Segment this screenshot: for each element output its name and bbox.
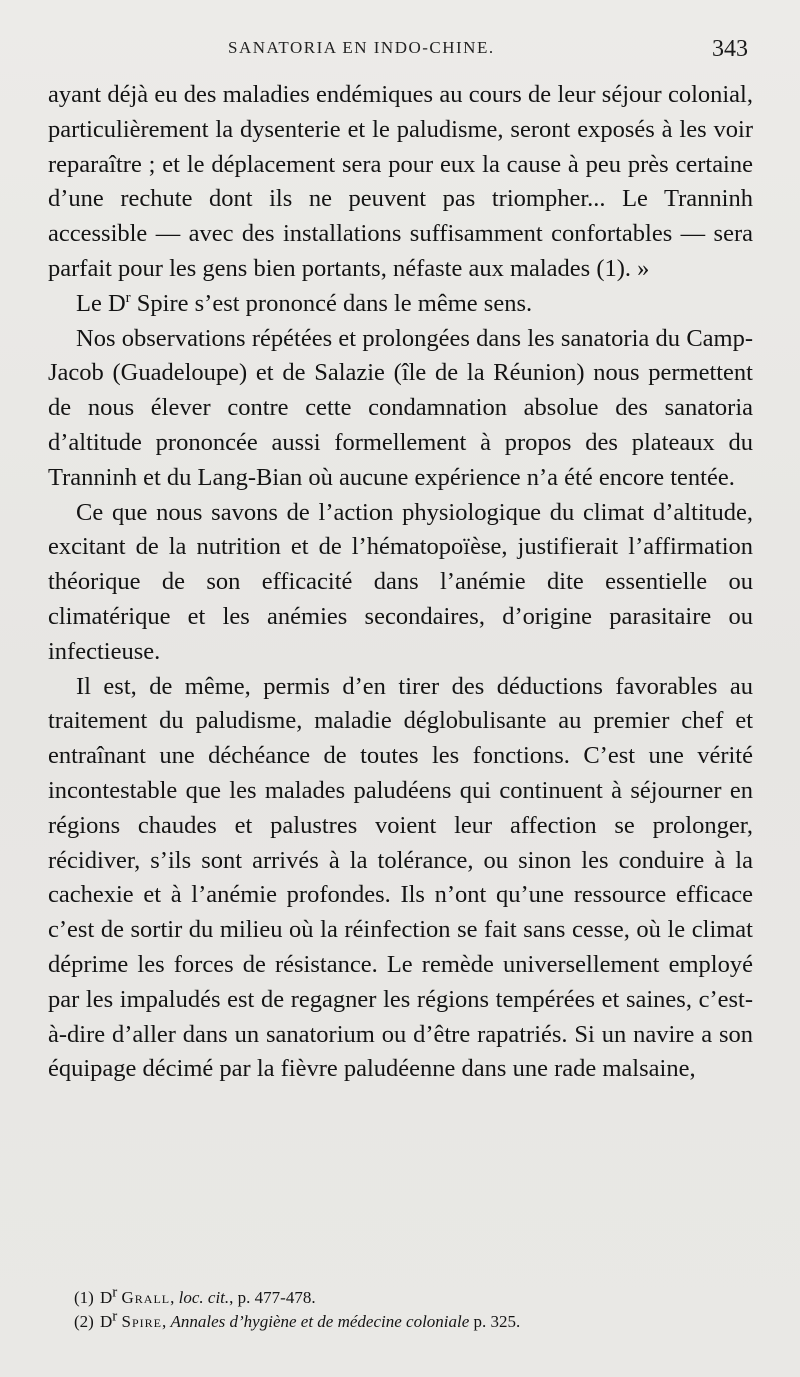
page-number: 343	[712, 36, 748, 62]
paragraph-text: Spire s’est prononcé dans le même sens.	[130, 289, 533, 317]
footnote-author: Grall	[121, 1288, 171, 1307]
footnote-title: D	[100, 1312, 113, 1331]
body-text	[48, 78, 753, 1087]
superscript: r	[112, 1284, 118, 1301]
footnote-work: Annales d’hygiène et de médecine coloniale	[170, 1312, 470, 1331]
footnote-page: , p. 477-478.	[229, 1288, 316, 1307]
footnote-work: loc. cit.	[178, 1288, 230, 1307]
paragraph-text: Le D	[76, 289, 126, 317]
superscript: r	[112, 1308, 118, 1325]
footnote-number: (1)	[74, 1288, 94, 1307]
paragraph: Nos observations répétées et prolongées dans les sanatoria du Camp-Jacob (Guadeloupe) et de Salazie (île de la Réunion) nous permettent de nous élever contre cette condamnation absolue des sanatoria d’altitude prononcée aussi formellement à propos des plateaux du Tranninh et du Lang-Bian où aucune expérience n’a été encore tentée.	[48, 324, 753, 491]
footnote-author: Spire	[121, 1312, 162, 1331]
page-header	[0, 38, 800, 68]
superscript: r	[125, 289, 131, 306]
footnote: (1) $D^r$ Grall, loc. cit., p. 477-478.	[74, 1286, 734, 1310]
footnotes	[74, 1286, 734, 1334]
paragraph	[48, 287, 753, 322]
footnote-number: (2)	[74, 1312, 94, 1331]
footnote-title: D	[100, 1288, 113, 1307]
paragraph: Il est, de même, permis d’en tirer des déductions favorables au traitement du paludisme, maladie déglobulisante au premier chef et entraînant une déchéance de toutes les fonctions. C’est une vérité incontestable que les malades paludéens qui continuent à séjourner en régions chaudes et palustres voient leur affection se prolonger, récidiver, s’ils sont arrivés à la tolérance, ou sinon les conduire à la cachexie et à l’anémie profondes. Ils n’ont qu’une ressource efficace c’est de sortir du milieu où la réinfection se fait sans cesse, où le climat déprime les forces de résistance. Le remède universellement employé par les impaludés est de regagner les régions tempérées et saines, c’est-à-dire d’aller dans un sanatorium ou d’être rapatriés. Si un navire a son équipage décimé par la fièvre paludéenne dans une rade malsaine,	[48, 672, 753, 1083]
paragraph: ayant déjà eu des maladies endémiques au cours de leur séjour colonial, particulièrement la dysenterie et le paludisme, seront exposés à les voir reparaître ; et le déplacement sera pour eux la cause à peu près certaine d’une rechute dont ils ne peuvent pas triompher... Le Tranninh accessible — avec des installations suffisamment confortables — sera parfait pour les gens bien portants, néfaste aux malades (1). »	[48, 81, 753, 282]
footnote: (2) $D^r$ Spire, Annales d’hygiène et de médecine coloniale p. 325.	[74, 1310, 734, 1334]
footnote-page: p. 325.	[469, 1312, 521, 1331]
running-title: SANATORIA EN INDO-CHINE.	[228, 38, 495, 57]
paragraph: Ce que nous savons de l’action physiologique du climat d’altitude, excitant de la nutrition et de l’hématopoïèse, justifierait l’affirmation théorique de son efficacité dans l’anémie dite essentielle ou climatérique et les anémies secondaires, d’origine parasitaire ou infectieuse.	[48, 498, 753, 665]
